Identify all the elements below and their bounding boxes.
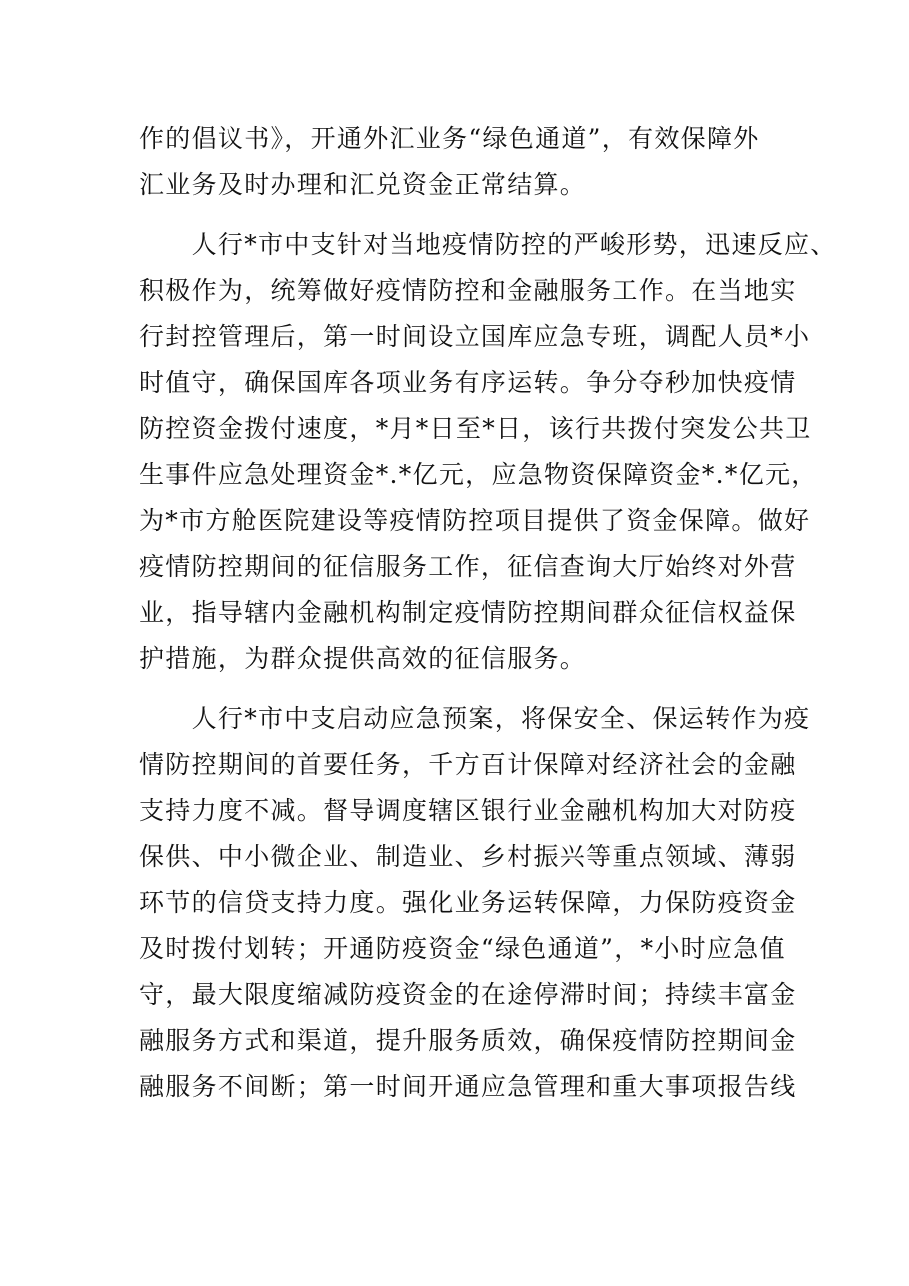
text-line: 融服务方式和渠道，提升服务质效，确保疫情防控期间金 <box>139 1026 797 1055</box>
text-line: 人行*市中支针对当地疫情防控的严峻形势，迅速反应、 <box>139 230 837 259</box>
text-line: 保供、中小微企业、制造业、乡村振兴等重点领域、薄弱 <box>139 842 797 871</box>
text-line: 汇业务及时办理和汇兑资金正常结算。 <box>139 170 587 199</box>
text-line: 时值守，确保国库各项业务有序运转。争分夺秒加快疫情 <box>139 368 797 397</box>
text-line: 及时拨付划转；开通防疫资金“绿色通道”，*小时应急值 <box>139 934 786 963</box>
paragraph-3 <box>139 696 811 1110</box>
text-line: 作的倡议书》，开通外汇业务“绿色通道”，有效保障外 <box>139 124 760 153</box>
text-line: 环节的信贷支持力度。强化业务运转保障，力保防疫资金 <box>139 888 797 917</box>
text-line: 支持力度不减。督导调度辖区银行业金融机构加大对防疫 <box>139 796 797 825</box>
text-line: 为*市方舱医院建设等疫情防控项目提供了资金保障。做好 <box>139 506 811 535</box>
text-line: 防控资金拨付速度，*月*日至*日，该行共拨付突发公共卫 <box>139 414 812 443</box>
paragraph-1 <box>139 116 779 208</box>
paragraph-spacing <box>139 208 779 222</box>
text-line: 生事件应急处理资金*.*亿元，应急物资保障资金*.*亿元， <box>139 460 818 489</box>
text-line: 守，最大限度缩减防疫资金的在途停滞时间；持续丰富金 <box>139 980 797 1009</box>
text-line: 行封控管理后，第一时间设立国库应急专班，调配人员*小 <box>139 322 811 351</box>
text-line: 情防控期间的首要任务，千方百计保障对经济社会的金融 <box>139 750 797 779</box>
text-line: 疫情防控期间的征信服务工作，征信查询大厅始终对外营 <box>139 552 797 581</box>
text-line: 积极作为，统筹做好疫情防控和金融服务工作。在当地实 <box>139 276 797 305</box>
text-line: 护措施，为群众提供高效的征信服务。 <box>139 644 587 673</box>
document-body <box>139 116 837 1110</box>
text-line: 业，指导辖内金融机构制定疫情防控期间群众征信权益保 <box>139 598 797 627</box>
text-line: 融服务不间断；第一时间开通应急管理和重大事项报告线 <box>139 1072 797 1101</box>
paragraph-2 <box>139 222 837 682</box>
text-line: 人行*市中支启动应急预案，将保安全、保运转作为疫 <box>139 704 811 733</box>
paragraph-spacing <box>139 682 779 696</box>
